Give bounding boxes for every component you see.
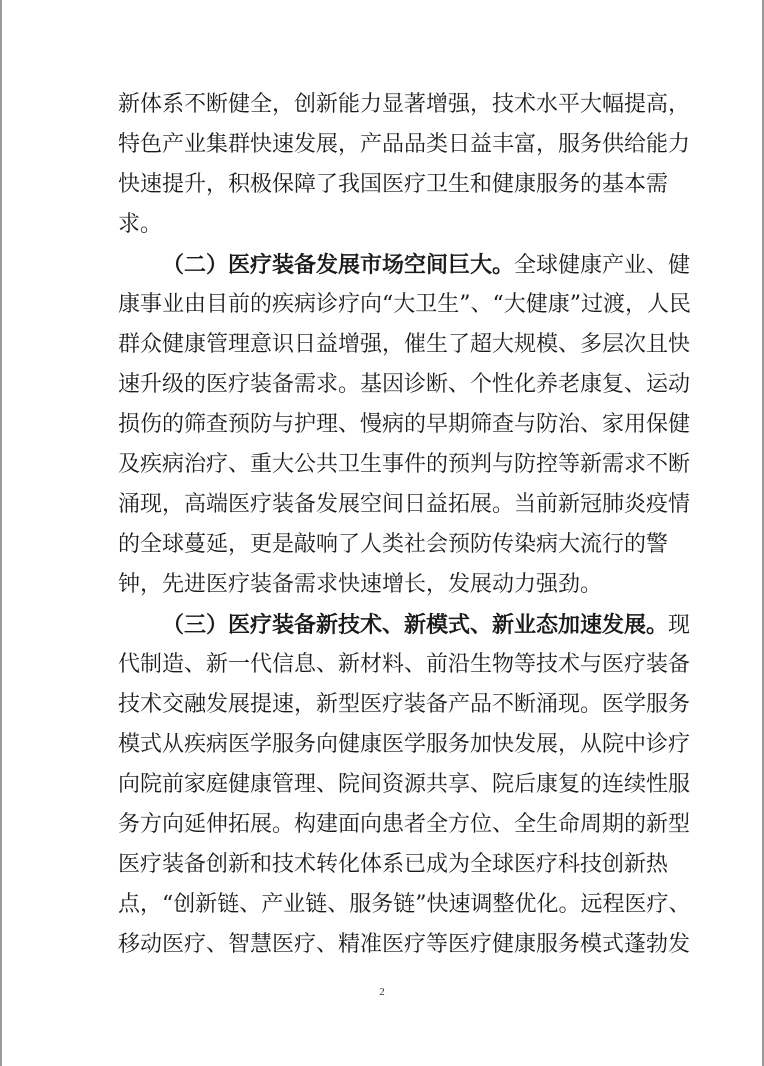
paragraph-line: 移动医疗、智慧医疗、精准医疗等医疗健康服务模式蓬勃发: [118, 932, 691, 957]
paragraph-line: 新体系不断健全，创新能力显著增强，技术水平大幅提高，: [118, 92, 691, 117]
section-heading-3: （三）医疗装备新技术、新模式、新业态加速发展。: [162, 612, 669, 638]
paragraph-line: 点，“创新链、产业链、服务链”快速调整优化。远程医疗、: [118, 892, 691, 917]
paragraph-line: 特色产业集群快速发展，产品品类日益丰富，服务供给能力: [118, 132, 691, 157]
paragraph-line: 的全球蔓延，更是敲响了人类社会预防传染病大流行的警: [118, 532, 669, 557]
paragraph-line: 涌现，高端医疗装备发展空间日益拓展。当前新冠肺炎疫情: [118, 492, 691, 517]
paragraph-line: 务方向延伸拓展。构建面向患者全方位、全生命周期的新型: [118, 812, 691, 837]
section-text: 全球健康产业、健: [514, 253, 691, 278]
section-heading-2: （二）医疗装备发展市场空间巨大。: [162, 252, 515, 278]
paragraph-line: 医疗装备创新和技术转化体系已成为全球医疗科技创新热: [118, 852, 669, 877]
paragraph-line: 及疾病治疗、重大公共卫生事件的预判与防控等新需求不断: [118, 452, 691, 477]
section-line: [162, 607, 691, 643]
page-number: 2: [379, 986, 385, 998]
paragraph-line: 求。: [118, 212, 163, 237]
paragraph-line: 向院前家庭健康管理、院间资源共享、院后康复的连续性服: [118, 772, 691, 797]
section-line: [162, 247, 691, 283]
paragraph-line: 康事业由目前的疾病诊疗向“大卫生”、“大健康”过渡，人民: [118, 292, 691, 317]
paragraph-line: 代制造、新一代信息、新材料、前沿生物等技术与医疗装备: [118, 652, 691, 677]
paragraph-line: 群众健康管理意识日益增强，催生了超大规模、多层次且快: [118, 332, 691, 357]
paragraph-line: 模式从疾病医学服务向健康医学服务加快发展，从院中诊疗: [118, 732, 691, 757]
paragraph-line: 钟，先进医疗装备需求快速增长，发展动力强劲。: [118, 572, 603, 597]
paragraph-line: 快速提升，积极保障了我国医疗卫生和健康服务的基本需: [118, 172, 669, 197]
paragraph-line: 技术交融发展提速，新型医疗装备产品不断涌现。医学服务: [118, 692, 691, 717]
paragraph-line: 速升级的医疗装备需求。基因诊断、个性化养老康复、运动: [118, 372, 691, 397]
paragraph-line: 损伤的筛查预防与护理、慢病的早期筛查与防治、家用保健: [118, 412, 691, 437]
section-text: 现: [668, 613, 691, 638]
page-edge-left: [0, 0, 2, 1066]
